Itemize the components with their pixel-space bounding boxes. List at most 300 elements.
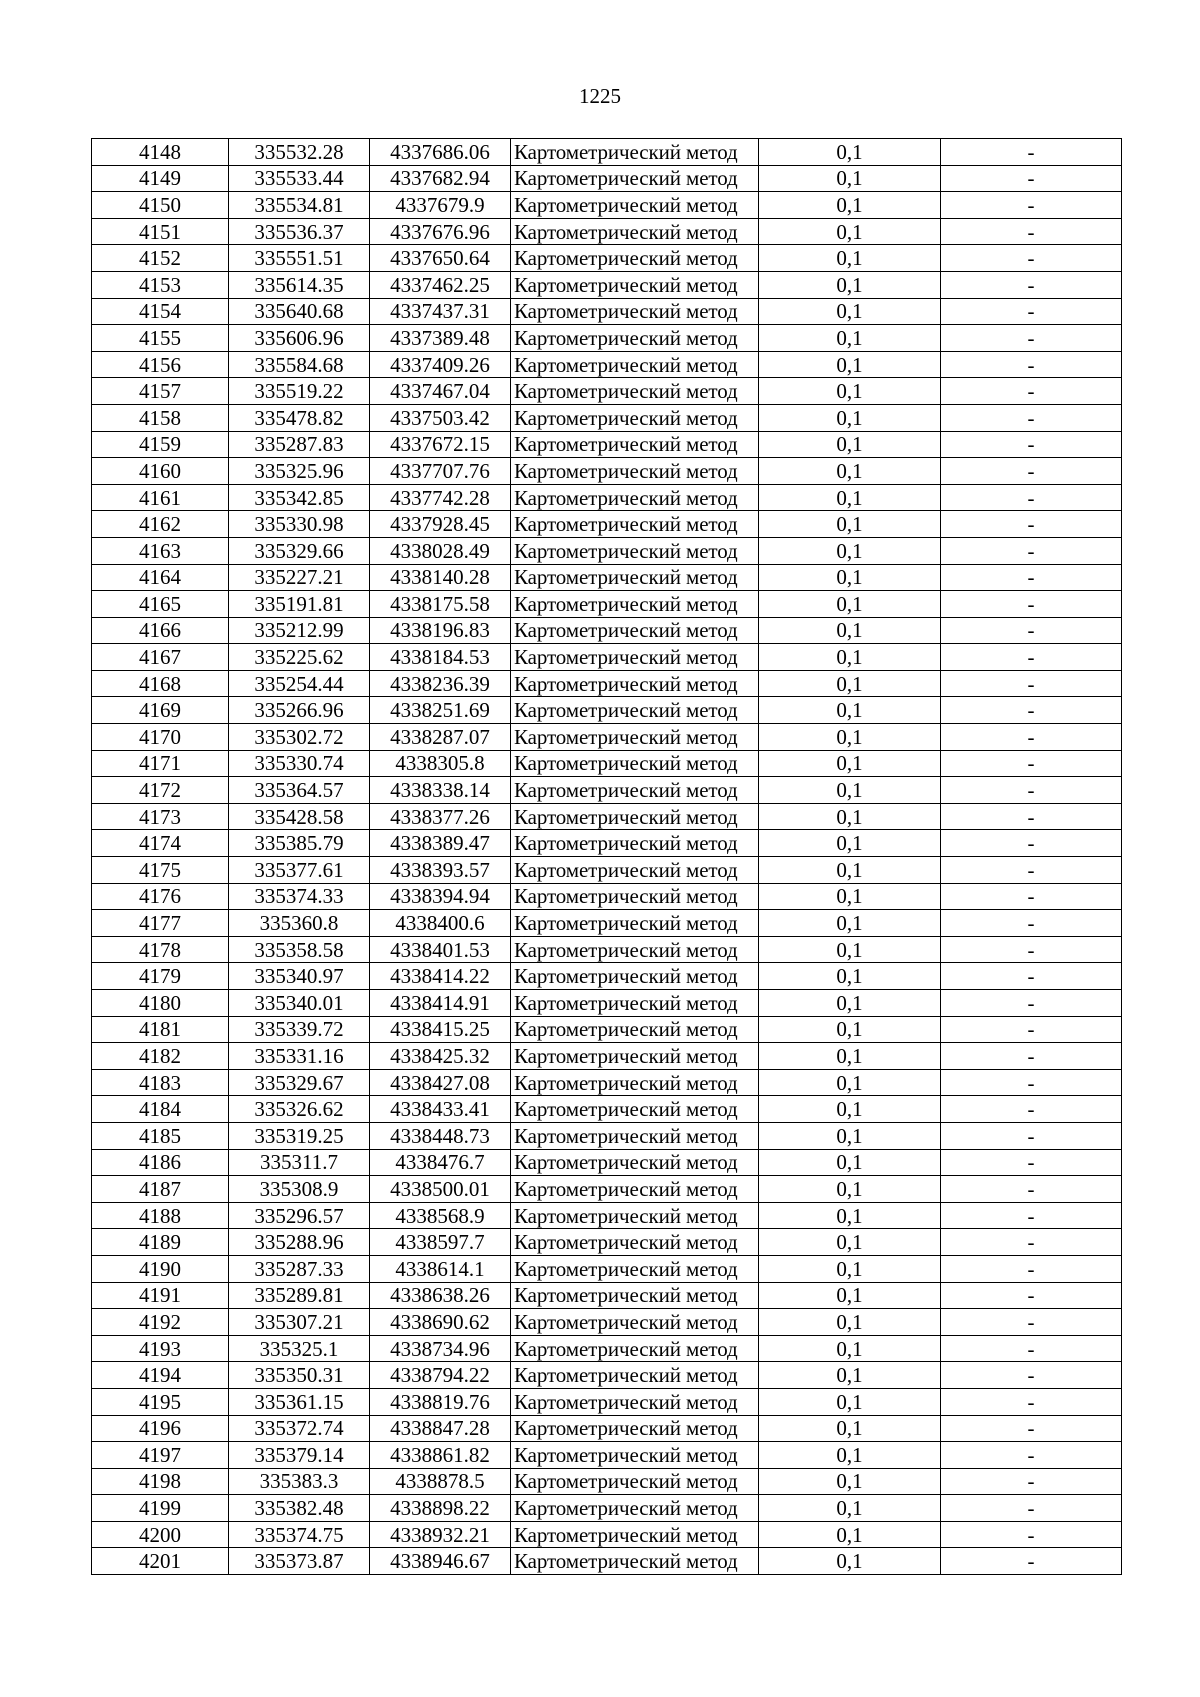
table-row (92, 936, 1122, 963)
method-cell: Картометрический метод (511, 458, 759, 485)
accuracy-cell: 0,1 (759, 1202, 941, 1229)
accuracy-cell: 0,1 (759, 431, 941, 458)
description-cell: - (941, 271, 1122, 298)
y-coordinate-cell: 4338175.58 (370, 591, 511, 618)
description-cell: - (941, 883, 1122, 910)
point-number-cell: 4195 (92, 1388, 229, 1415)
method-cell: Картометрический метод (511, 298, 759, 325)
table-row (92, 724, 1122, 751)
description-cell: - (941, 431, 1122, 458)
accuracy-cell: 0,1 (759, 1282, 941, 1309)
y-coordinate-cell: 4338819.76 (370, 1388, 511, 1415)
description-cell: - (941, 1548, 1122, 1575)
point-number-cell: 4161 (92, 484, 229, 511)
table-row (92, 1202, 1122, 1229)
y-coordinate-cell: 4337409.26 (370, 351, 511, 378)
description-cell: - (941, 830, 1122, 857)
y-coordinate-cell: 4338847.28 (370, 1415, 511, 1442)
table-row (92, 458, 1122, 485)
method-cell: Картометрический метод (511, 245, 759, 272)
description-cell: - (941, 750, 1122, 777)
method-cell: Картометрический метод (511, 1548, 759, 1575)
accuracy-cell: 0,1 (759, 218, 941, 245)
point-number-cell: 4152 (92, 245, 229, 272)
point-number-cell: 4185 (92, 1122, 229, 1149)
y-coordinate-cell: 4338400.6 (370, 910, 511, 937)
x-coordinate-cell: 335287.33 (229, 1255, 370, 1282)
x-coordinate-cell: 335331.16 (229, 1043, 370, 1070)
method-cell: Картометрический метод (511, 404, 759, 431)
description-cell: - (941, 564, 1122, 591)
x-coordinate-cell: 335340.97 (229, 963, 370, 990)
y-coordinate-cell: 4338614.1 (370, 1255, 511, 1282)
description-cell: - (941, 1388, 1122, 1415)
accuracy-cell: 0,1 (759, 192, 941, 219)
table-row (92, 883, 1122, 910)
point-number-cell: 4165 (92, 591, 229, 618)
accuracy-cell: 0,1 (759, 617, 941, 644)
point-number-cell: 4173 (92, 803, 229, 830)
description-cell: - (941, 1468, 1122, 1495)
table-row (92, 1388, 1122, 1415)
table-row (92, 1362, 1122, 1389)
accuracy-cell: 0,1 (759, 1388, 941, 1415)
accuracy-cell: 0,1 (759, 777, 941, 804)
point-number-cell: 4191 (92, 1282, 229, 1309)
y-coordinate-cell: 4338393.57 (370, 857, 511, 884)
x-coordinate-cell: 335325.96 (229, 458, 370, 485)
accuracy-cell: 0,1 (759, 724, 941, 751)
accuracy-cell: 0,1 (759, 1362, 941, 1389)
accuracy-cell: 0,1 (759, 644, 941, 671)
accuracy-cell: 0,1 (759, 1335, 941, 1362)
y-coordinate-cell: 4338415.25 (370, 1016, 511, 1043)
accuracy-cell: 0,1 (759, 990, 941, 1017)
method-cell: Картометрический метод (511, 1149, 759, 1176)
point-number-cell: 4178 (92, 936, 229, 963)
method-cell: Картометрический метод (511, 564, 759, 591)
table-row (92, 218, 1122, 245)
table-row (92, 697, 1122, 724)
description-cell: - (941, 697, 1122, 724)
method-cell: Картометрический метод (511, 803, 759, 830)
y-coordinate-cell: 4338184.53 (370, 644, 511, 671)
table-row (92, 245, 1122, 272)
x-coordinate-cell: 335266.96 (229, 697, 370, 724)
method-cell: Картометрический метод (511, 1069, 759, 1096)
y-coordinate-cell: 4337676.96 (370, 218, 511, 245)
accuracy-cell: 0,1 (759, 1149, 941, 1176)
y-coordinate-cell: 4338427.08 (370, 1069, 511, 1096)
page-number: 1225 (579, 84, 621, 108)
y-coordinate-cell: 4338414.91 (370, 990, 511, 1017)
x-coordinate-cell: 335330.74 (229, 750, 370, 777)
table-row (92, 1495, 1122, 1522)
x-coordinate-cell: 335254.44 (229, 670, 370, 697)
point-number-cell: 4150 (92, 192, 229, 219)
description-cell: - (941, 1122, 1122, 1149)
table-row (92, 1415, 1122, 1442)
method-cell: Картометрический метод (511, 591, 759, 618)
point-number-cell: 4196 (92, 1415, 229, 1442)
method-cell: Картометрический метод (511, 1043, 759, 1070)
method-cell: Картометрический метод (511, 1176, 759, 1203)
method-cell: Картометрический метод (511, 963, 759, 990)
y-coordinate-cell: 4338414.22 (370, 963, 511, 990)
x-coordinate-cell: 335551.51 (229, 245, 370, 272)
accuracy-cell: 0,1 (759, 750, 941, 777)
table-row (92, 1016, 1122, 1043)
table-row (92, 511, 1122, 538)
table-row (92, 963, 1122, 990)
point-number-cell: 4172 (92, 777, 229, 804)
accuracy-cell: 0,1 (759, 670, 941, 697)
y-coordinate-cell: 4338401.53 (370, 936, 511, 963)
accuracy-cell: 0,1 (759, 1016, 941, 1043)
method-cell: Картометрический метод (511, 271, 759, 298)
point-number-cell: 4157 (92, 378, 229, 405)
point-number-cell: 4176 (92, 883, 229, 910)
table-row (92, 1069, 1122, 1096)
table-row (92, 1122, 1122, 1149)
y-coordinate-cell: 4338028.49 (370, 537, 511, 564)
point-number-cell: 4193 (92, 1335, 229, 1362)
method-cell: Картометрический метод (511, 1202, 759, 1229)
accuracy-cell: 0,1 (759, 1122, 941, 1149)
description-cell: - (941, 857, 1122, 884)
table-row (92, 910, 1122, 937)
description-cell: - (941, 1442, 1122, 1469)
y-coordinate-cell: 4338196.83 (370, 617, 511, 644)
description-cell: - (941, 724, 1122, 751)
description-cell: - (941, 537, 1122, 564)
point-number-cell: 4201 (92, 1548, 229, 1575)
table-row (92, 1521, 1122, 1548)
accuracy-cell: 0,1 (759, 857, 941, 884)
x-coordinate-cell: 335478.82 (229, 404, 370, 431)
x-coordinate-cell: 335325.1 (229, 1335, 370, 1362)
point-number-cell: 4175 (92, 857, 229, 884)
description-cell: - (941, 218, 1122, 245)
description-cell: - (941, 1069, 1122, 1096)
x-coordinate-cell: 335614.35 (229, 271, 370, 298)
point-number-cell: 4187 (92, 1176, 229, 1203)
method-cell: Картометрический метод (511, 697, 759, 724)
description-cell: - (941, 404, 1122, 431)
method-cell: Картометрический метод (511, 192, 759, 219)
method-cell: Картометрический метод (511, 1468, 759, 1495)
description-cell: - (941, 165, 1122, 192)
point-number-cell: 4170 (92, 724, 229, 751)
x-coordinate-cell: 335385.79 (229, 830, 370, 857)
accuracy-cell: 0,1 (759, 883, 941, 910)
accuracy-cell: 0,1 (759, 1521, 941, 1548)
x-coordinate-cell: 335302.72 (229, 724, 370, 751)
table-row (92, 591, 1122, 618)
table-row (92, 1176, 1122, 1203)
point-number-cell: 4186 (92, 1149, 229, 1176)
description-cell: - (941, 325, 1122, 352)
y-coordinate-cell: 4338932.21 (370, 1521, 511, 1548)
description-cell: - (941, 458, 1122, 485)
y-coordinate-cell: 4338377.26 (370, 803, 511, 830)
method-cell: Картометрический метод (511, 1096, 759, 1123)
x-coordinate-cell: 335640.68 (229, 298, 370, 325)
x-coordinate-cell: 335319.25 (229, 1122, 370, 1149)
point-number-cell: 4190 (92, 1255, 229, 1282)
method-cell: Картометрический метод (511, 830, 759, 857)
x-coordinate-cell: 335340.01 (229, 990, 370, 1017)
table-row (92, 564, 1122, 591)
table-row (92, 378, 1122, 405)
point-number-cell: 4155 (92, 325, 229, 352)
x-coordinate-cell: 335519.22 (229, 378, 370, 405)
point-number-cell: 4199 (92, 1495, 229, 1522)
description-cell: - (941, 1043, 1122, 1070)
description-cell: - (941, 617, 1122, 644)
description-cell: - (941, 670, 1122, 697)
description-cell: - (941, 963, 1122, 990)
method-cell: Картометрический метод (511, 139, 759, 166)
table-row (92, 644, 1122, 671)
x-coordinate-cell: 335308.9 (229, 1176, 370, 1203)
table-row (92, 777, 1122, 804)
table-row (92, 351, 1122, 378)
accuracy-cell: 0,1 (759, 1043, 941, 1070)
table-row (92, 192, 1122, 219)
method-cell: Картометрический метод (511, 484, 759, 511)
method-cell: Картометрический метод (511, 1309, 759, 1336)
point-number-cell: 4153 (92, 271, 229, 298)
x-coordinate-cell: 335339.72 (229, 1016, 370, 1043)
x-coordinate-cell: 335536.37 (229, 218, 370, 245)
description-cell: - (941, 484, 1122, 511)
method-cell: Картометрический метод (511, 670, 759, 697)
x-coordinate-cell: 335377.61 (229, 857, 370, 884)
method-cell: Картометрический метод (511, 1521, 759, 1548)
description-cell: - (941, 192, 1122, 219)
description-cell: - (941, 1495, 1122, 1522)
table-row (92, 404, 1122, 431)
accuracy-cell: 0,1 (759, 165, 941, 192)
description-cell: - (941, 245, 1122, 272)
method-cell: Картометрический метод (511, 1388, 759, 1415)
x-coordinate-cell: 335379.14 (229, 1442, 370, 1469)
description-cell: - (941, 1016, 1122, 1043)
x-coordinate-cell: 335361.15 (229, 1388, 370, 1415)
method-cell: Картометрический метод (511, 644, 759, 671)
table-row (92, 1255, 1122, 1282)
point-number-cell: 4188 (92, 1202, 229, 1229)
point-number-cell: 4200 (92, 1521, 229, 1548)
accuracy-cell: 0,1 (759, 1229, 941, 1256)
table-row (92, 617, 1122, 644)
x-coordinate-cell: 335227.21 (229, 564, 370, 591)
x-coordinate-cell: 335296.57 (229, 1202, 370, 1229)
y-coordinate-cell: 4337437.31 (370, 298, 511, 325)
accuracy-cell: 0,1 (759, 537, 941, 564)
coordinates-table-body (92, 139, 1122, 1575)
accuracy-cell: 0,1 (759, 1442, 941, 1469)
accuracy-cell: 0,1 (759, 564, 941, 591)
accuracy-cell: 0,1 (759, 1069, 941, 1096)
y-coordinate-cell: 4338500.01 (370, 1176, 511, 1203)
method-cell: Картометрический метод (511, 1335, 759, 1362)
point-number-cell: 4192 (92, 1309, 229, 1336)
y-coordinate-cell: 4338140.28 (370, 564, 511, 591)
accuracy-cell: 0,1 (759, 1309, 941, 1336)
table-row (92, 271, 1122, 298)
x-coordinate-cell: 335606.96 (229, 325, 370, 352)
method-cell: Картометрический метод (511, 857, 759, 884)
description-cell: - (941, 803, 1122, 830)
x-coordinate-cell: 335326.62 (229, 1096, 370, 1123)
description-cell: - (941, 139, 1122, 166)
x-coordinate-cell: 335374.75 (229, 1521, 370, 1548)
table-row (92, 298, 1122, 325)
table-row (92, 1335, 1122, 1362)
y-coordinate-cell: 4338690.62 (370, 1309, 511, 1336)
coordinates-table (91, 138, 1122, 1575)
point-number-cell: 4171 (92, 750, 229, 777)
method-cell: Картометрический метод (511, 1016, 759, 1043)
point-number-cell: 4149 (92, 165, 229, 192)
point-number-cell: 4168 (92, 670, 229, 697)
point-number-cell: 4166 (92, 617, 229, 644)
y-coordinate-cell: 4338389.47 (370, 830, 511, 857)
point-number-cell: 4163 (92, 537, 229, 564)
description-cell: - (941, 1362, 1122, 1389)
point-number-cell: 4182 (92, 1043, 229, 1070)
description-cell: - (941, 1096, 1122, 1123)
description-cell: - (941, 910, 1122, 937)
y-coordinate-cell: 4338448.73 (370, 1122, 511, 1149)
x-coordinate-cell: 335225.62 (229, 644, 370, 671)
y-coordinate-cell: 4338861.82 (370, 1442, 511, 1469)
point-number-cell: 4156 (92, 351, 229, 378)
description-cell: - (941, 511, 1122, 538)
y-coordinate-cell: 4338425.32 (370, 1043, 511, 1070)
y-coordinate-cell: 4338394.94 (370, 883, 511, 910)
point-number-cell: 4194 (92, 1362, 229, 1389)
table-row (92, 830, 1122, 857)
description-cell: - (941, 378, 1122, 405)
accuracy-cell: 0,1 (759, 1096, 941, 1123)
table-row (92, 1309, 1122, 1336)
x-coordinate-cell: 335360.8 (229, 910, 370, 937)
point-number-cell: 4167 (92, 644, 229, 671)
method-cell: Картометрический метод (511, 431, 759, 458)
table-row (92, 1282, 1122, 1309)
description-cell: - (941, 298, 1122, 325)
y-coordinate-cell: 4337462.25 (370, 271, 511, 298)
y-coordinate-cell: 4337682.94 (370, 165, 511, 192)
accuracy-cell: 0,1 (759, 1468, 941, 1495)
y-coordinate-cell: 4338946.67 (370, 1548, 511, 1575)
description-cell: - (941, 644, 1122, 671)
method-cell: Картометрический метод (511, 537, 759, 564)
y-coordinate-cell: 4338878.5 (370, 1468, 511, 1495)
method-cell: Картометрический метод (511, 883, 759, 910)
accuracy-cell: 0,1 (759, 1415, 941, 1442)
x-coordinate-cell: 335383.3 (229, 1468, 370, 1495)
x-coordinate-cell: 335364.57 (229, 777, 370, 804)
point-number-cell: 4189 (92, 1229, 229, 1256)
description-cell: - (941, 1521, 1122, 1548)
description-cell: - (941, 1282, 1122, 1309)
x-coordinate-cell: 335534.81 (229, 192, 370, 219)
x-coordinate-cell: 335374.33 (229, 883, 370, 910)
method-cell: Картометрический метод (511, 378, 759, 405)
y-coordinate-cell: 4338338.14 (370, 777, 511, 804)
table-row (92, 1548, 1122, 1575)
method-cell: Картометрический метод (511, 1415, 759, 1442)
table-row (92, 484, 1122, 511)
x-coordinate-cell: 335329.66 (229, 537, 370, 564)
x-coordinate-cell: 335372.74 (229, 1415, 370, 1442)
method-cell: Картометрический метод (511, 1282, 759, 1309)
table-row (92, 1442, 1122, 1469)
point-number-cell: 4181 (92, 1016, 229, 1043)
x-coordinate-cell: 335358.58 (229, 936, 370, 963)
y-coordinate-cell: 4338287.07 (370, 724, 511, 751)
method-cell: Картометрический метод (511, 165, 759, 192)
point-number-cell: 4162 (92, 511, 229, 538)
point-number-cell: 4169 (92, 697, 229, 724)
table-row (92, 1043, 1122, 1070)
accuracy-cell: 0,1 (759, 271, 941, 298)
point-number-cell: 4198 (92, 1468, 229, 1495)
point-number-cell: 4164 (92, 564, 229, 591)
table-row (92, 537, 1122, 564)
y-coordinate-cell: 4337503.42 (370, 404, 511, 431)
table-row (92, 750, 1122, 777)
method-cell: Картометрический метод (511, 511, 759, 538)
description-cell: - (941, 1176, 1122, 1203)
description-cell: - (941, 1255, 1122, 1282)
x-coordinate-cell: 335350.31 (229, 1362, 370, 1389)
y-coordinate-cell: 4338734.96 (370, 1335, 511, 1362)
accuracy-cell: 0,1 (759, 963, 941, 990)
description-cell: - (941, 1149, 1122, 1176)
table-row (92, 165, 1122, 192)
point-number-cell: 4158 (92, 404, 229, 431)
point-number-cell: 4154 (92, 298, 229, 325)
description-cell: - (941, 1415, 1122, 1442)
accuracy-cell: 0,1 (759, 511, 941, 538)
table-row (92, 670, 1122, 697)
description-cell: - (941, 936, 1122, 963)
description-cell: - (941, 1309, 1122, 1336)
accuracy-cell: 0,1 (759, 1495, 941, 1522)
table-row (92, 803, 1122, 830)
table-row (92, 990, 1122, 1017)
table-row (92, 139, 1122, 166)
point-number-cell: 4151 (92, 218, 229, 245)
accuracy-cell: 0,1 (759, 139, 941, 166)
method-cell: Картометрический метод (511, 1442, 759, 1469)
y-coordinate-cell: 4338476.7 (370, 1149, 511, 1176)
point-number-cell: 4183 (92, 1069, 229, 1096)
point-number-cell: 4180 (92, 990, 229, 1017)
accuracy-cell: 0,1 (759, 378, 941, 405)
accuracy-cell: 0,1 (759, 351, 941, 378)
y-coordinate-cell: 4337928.45 (370, 511, 511, 538)
accuracy-cell: 0,1 (759, 325, 941, 352)
x-coordinate-cell: 335307.21 (229, 1309, 370, 1336)
point-number-cell: 4174 (92, 830, 229, 857)
method-cell: Картометрический метод (511, 1122, 759, 1149)
